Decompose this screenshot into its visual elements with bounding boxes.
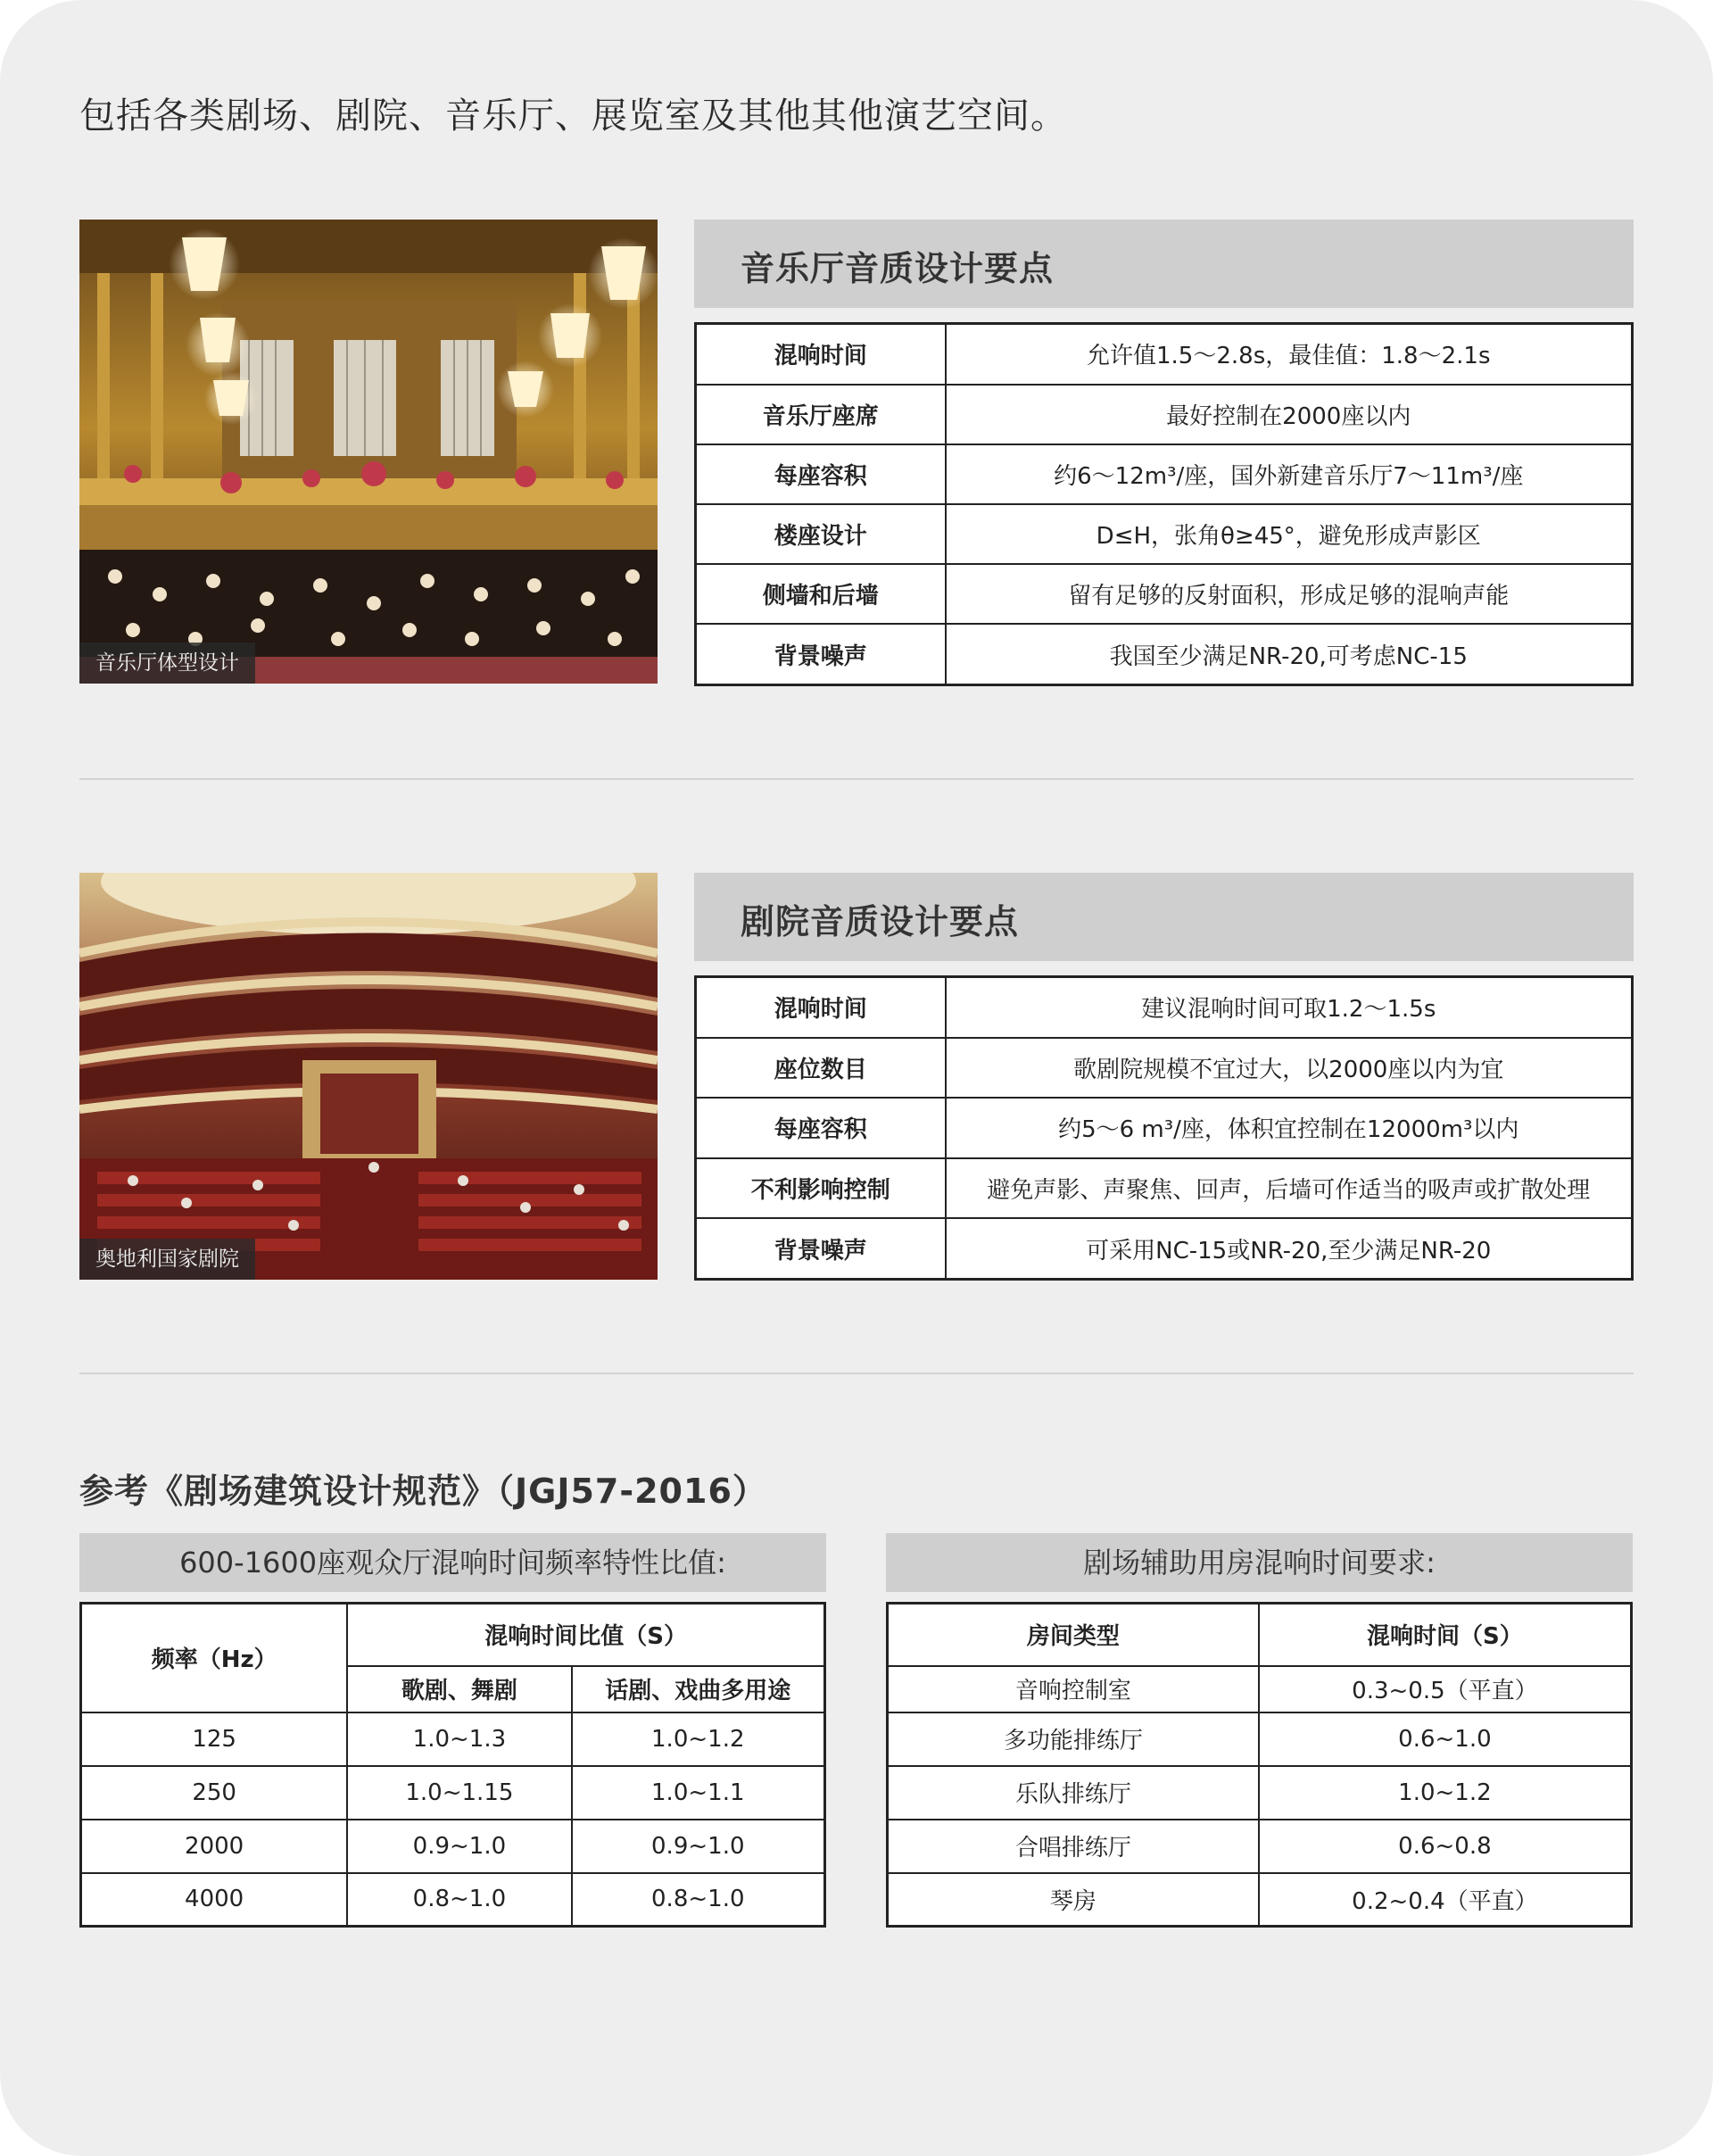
row-value: 留有足够的反射面积，形成足够的混响声能: [946, 564, 1633, 624]
table-row: [888, 1873, 1632, 1927]
table-row: [81, 1766, 825, 1820]
table-row: [696, 324, 1633, 385]
reverb-time-cell: 1.0~1.2: [1259, 1766, 1632, 1820]
row-value: 建议混响时间可取1.2～1.5s: [946, 977, 1633, 1038]
reverb-time-cell: 0.3~0.5（平直）: [1259, 1666, 1632, 1712]
row-value: D≤H，张角θ≥45°，避免形成声影区: [946, 504, 1633, 564]
frequency-cell: 4000: [81, 1873, 348, 1927]
theatre-photo: [79, 873, 658, 1280]
frequency-cell: 2000: [81, 1820, 348, 1873]
theatre-image: [79, 873, 658, 1280]
table-row: [81, 1873, 825, 1927]
row-label: 每座容积: [696, 1098, 946, 1157]
table-row: [696, 1098, 1633, 1157]
theatre-section-title: 剧院音质设计要点: [741, 902, 1020, 941]
row-label: 混响时间: [696, 324, 946, 385]
table-row: [81, 1712, 825, 1766]
header-opera-dance: 歌剧、舞剧: [347, 1666, 571, 1712]
table-row: [696, 1218, 1633, 1279]
row-value: 允许值1.5～2.8s，最佳值：1.8～2.1s: [946, 324, 1633, 385]
row-value: 我国至少满足NR-20,可考虑NC-15: [946, 624, 1633, 684]
header-frequency: 频率（Hz）: [81, 1604, 348, 1712]
ratio-cell: 0.9~1.0: [572, 1820, 825, 1873]
row-label: 音乐厅座席: [696, 385, 946, 444]
divider: [79, 1372, 1634, 1374]
concert-hall-table: [694, 322, 1634, 686]
row-label: 侧墙和后墙: [696, 564, 946, 624]
ratio-cell: 1.0~1.3: [347, 1712, 571, 1766]
room-type-cell: 音响控制室: [888, 1666, 1259, 1712]
table-row: [888, 1712, 1632, 1766]
ratio-cell: 0.9~1.0: [347, 1820, 571, 1873]
room-type-cell: 多功能排练厅: [888, 1712, 1259, 1766]
row-value: 可采用NC-15或NR-20,至少满足NR-20: [946, 1218, 1633, 1279]
row-label: 背景噪声: [696, 624, 946, 684]
row-label: 混响时间: [696, 977, 946, 1038]
row-value: 最好控制在2000座以内: [946, 385, 1633, 444]
table-row: [696, 977, 1633, 1038]
table-row: [888, 1820, 1632, 1873]
frequency-ratio-heading: 600-1600座观众厅混响时间频率特性比值:: [79, 1533, 826, 1592]
table-row: [696, 624, 1633, 684]
frequency-cell: 250: [81, 1766, 348, 1820]
row-label: 每座容积: [696, 444, 946, 504]
room-type-cell: 乐队排练厅: [888, 1766, 1259, 1820]
table-row: [696, 385, 1633, 444]
row-value: 避免声影、声聚焦、回声，后墙可作适当的吸声或扩散处理: [946, 1158, 1633, 1218]
room-type-cell: 合唱排练厅: [888, 1820, 1259, 1873]
row-label: 座位数目: [696, 1038, 946, 1098]
frequency-ratio-table: [79, 1602, 826, 1928]
ratio-cell: 0.8~1.0: [572, 1873, 825, 1927]
intro-text: 包括各类剧场、剧院、音乐厅、展览室及其他其他演艺空间。: [79, 95, 1067, 137]
header-drama-multi: 话剧、戏曲多用途: [572, 1666, 825, 1712]
row-value: 约5～6 m³/座，体积宜控制在12000m³以内: [946, 1098, 1633, 1157]
concert-hall-section-title: 音乐厅音质设计要点: [741, 249, 1055, 288]
table-row: [696, 444, 1633, 504]
reverb-time-cell: 0.2~0.4（平直）: [1259, 1873, 1632, 1927]
table-row: [888, 1766, 1632, 1820]
header-room-type: 房间类型: [888, 1604, 1259, 1666]
reverb-time-cell: 0.6~0.8: [1259, 1820, 1632, 1873]
theatre-caption: 奥地利国家剧院: [79, 1239, 255, 1280]
frequency-cell: 125: [81, 1712, 348, 1766]
reverb-time-cell: 0.6~1.0: [1259, 1712, 1632, 1766]
concert-hall-section-heading: [694, 220, 1634, 308]
reference-title: 参考《剧场建筑设计规范》（JGJ57-2016）: [79, 1472, 767, 1511]
ratio-cell: 1.0~1.2: [572, 1712, 825, 1766]
table-row: [696, 1158, 1633, 1218]
table-row: [696, 564, 1633, 624]
auxiliary-room-heading: 剧场辅助用房混响时间要求:: [886, 1533, 1633, 1592]
row-value: 歌剧院规模不宜过大，以2000座以内为宜: [946, 1038, 1633, 1098]
row-label: 不利影响控制: [696, 1158, 946, 1218]
concert-hall-caption: 音乐厅体型设计: [79, 643, 255, 684]
row-label: 背景噪声: [696, 1218, 946, 1279]
ratio-cell: 1.0~1.15: [347, 1766, 571, 1820]
theatre-section-heading: [694, 873, 1634, 961]
table-row: [696, 504, 1633, 564]
concert-hall-image: [79, 220, 658, 684]
auxiliary-room-table: [886, 1602, 1633, 1928]
table-row: [888, 1666, 1632, 1712]
ratio-cell: 1.0~1.1: [572, 1766, 825, 1820]
table-row: [81, 1820, 825, 1873]
table-row: [696, 1038, 1633, 1098]
room-type-cell: 琴房: [888, 1873, 1259, 1927]
row-label: 楼座设计: [696, 504, 946, 564]
header-reverb-time: 混响时间（S）: [1259, 1604, 1632, 1666]
concert-hall-photo: [79, 220, 658, 684]
header-ratio-group: 混响时间比值（S）: [347, 1604, 824, 1666]
row-value: 约6～12m³/座，国外新建音乐厅7～11m³/座: [946, 444, 1633, 504]
ratio-cell: 0.8~1.0: [347, 1873, 571, 1927]
theatre-table: [694, 975, 1634, 1281]
divider: [79, 778, 1634, 780]
